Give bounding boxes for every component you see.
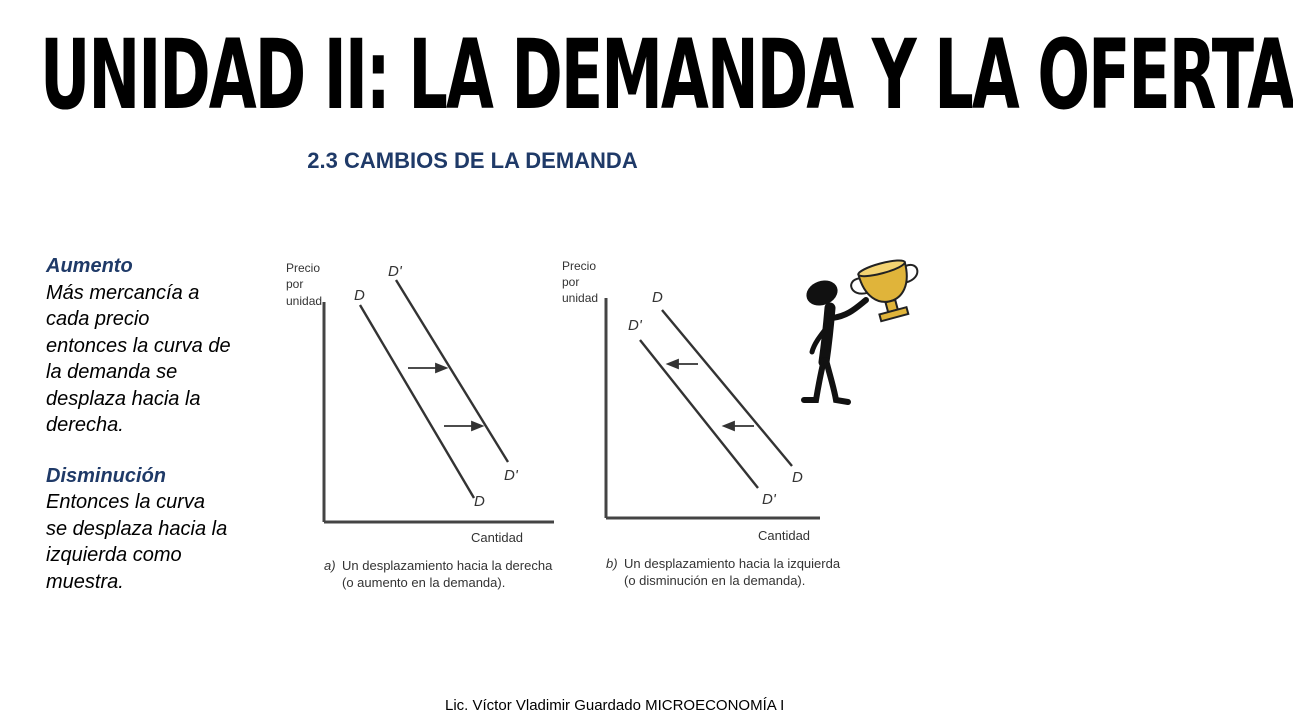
demand-curve-d	[662, 310, 792, 466]
decrease-heading: Disminución	[46, 464, 167, 487]
caption-letter: b)	[606, 556, 618, 571]
shift-arrow-head	[668, 360, 678, 368]
demand-curve-d-prime	[396, 280, 508, 462]
caption-letter: a)	[324, 558, 336, 573]
increase-line: la demanda se	[46, 361, 178, 383]
shift-arrow-head	[724, 422, 734, 430]
demand-increase-diagram	[276, 250, 566, 600]
y-axis-label: Precio	[562, 259, 597, 273]
y-axis-label: Precio	[286, 261, 321, 275]
section-subtitle: 2.3 CAMBIOS DE LA DEMANDA	[307, 148, 638, 173]
slide-title: UNIDAD II: LA DEMANDA Y LA OFERTA	[40, 18, 1293, 132]
decrease-line: muestra.	[46, 570, 124, 593]
curve-label-d-prime: D'	[762, 491, 776, 508]
trophy-figure-icon	[790, 240, 940, 410]
curve-label-d: D	[474, 493, 485, 510]
curve-label-d: D	[652, 289, 663, 306]
decrease-line: izquierda como	[46, 544, 182, 566]
y-axis-label: por	[562, 275, 580, 289]
increase-line: derecha.	[46, 414, 124, 436]
y-axis-label: por	[286, 277, 304, 291]
decrease-line: Entonces la curva	[46, 491, 205, 513]
curve-label-d: D	[354, 287, 365, 304]
caption-line: (o disminución en la demanda).	[624, 573, 806, 588]
decrease-line: se desplaza hacia la	[46, 517, 228, 540]
curve-label-d: D	[792, 469, 803, 486]
caption-line: Un desplazamiento hacia la derecha	[342, 558, 553, 573]
demand-curve-d-prime	[640, 340, 758, 488]
shift-arrow-head	[472, 422, 482, 430]
increase-line: cada precio	[46, 308, 150, 330]
demand-curve-d	[360, 305, 474, 498]
x-axis-label: Cantidad	[758, 528, 811, 543]
curve-label-d-prime: D'	[388, 263, 402, 280]
increase-line: Más mercancía a	[46, 281, 200, 304]
increase-line: entonces la curva de	[46, 334, 231, 357]
increase-line: desplaza hacia la	[46, 387, 201, 410]
shift-arrow-head	[436, 364, 446, 372]
increase-heading: Aumento	[46, 255, 133, 277]
footer-credit: Lic. Víctor Vladimir Guardado MICROECONOMÍA I	[445, 697, 785, 714]
y-axis-label: unidad	[562, 291, 599, 305]
x-axis-label: Cantidad	[471, 530, 524, 545]
caption-line: Un desplazamiento hacia la izquierda	[624, 556, 841, 571]
caption-line: (o aumento en la demanda).	[342, 575, 506, 590]
curve-label-d-prime: D'	[504, 467, 518, 484]
curve-label-d-prime: D'	[628, 317, 642, 334]
explanation-text	[46, 253, 246, 595]
y-axis-label: unidad	[286, 294, 323, 308]
